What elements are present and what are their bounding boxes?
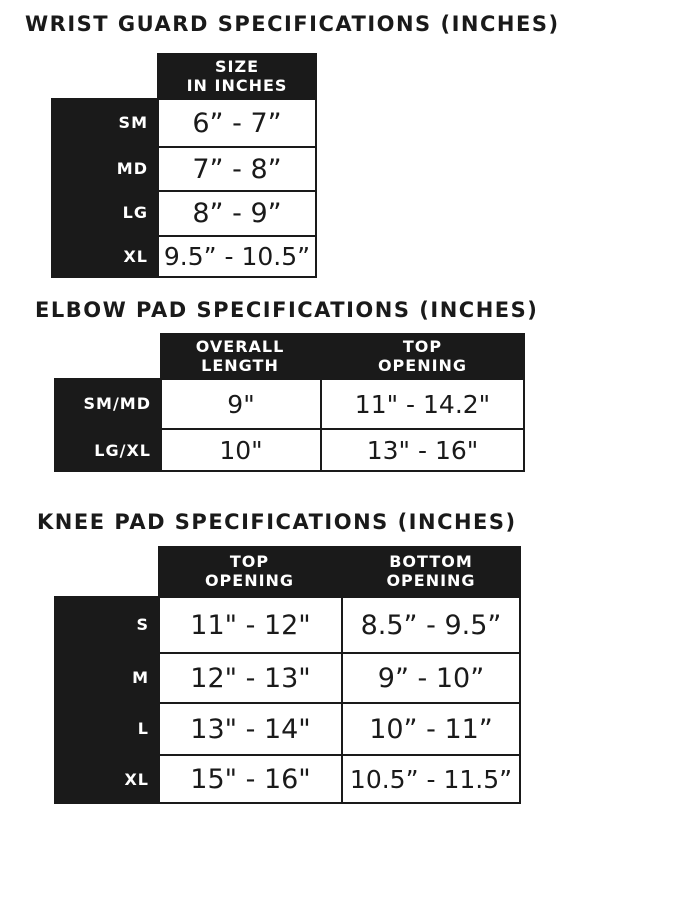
knee-cell-s-bottom: 8.5” - 9.5”: [341, 596, 521, 654]
knee-cell-m-top: 12" - 13": [158, 652, 343, 704]
knee-top-header-line2: OPENING: [204, 571, 295, 590]
knee-bottom-header-line1: BOTTOM: [389, 552, 473, 571]
wrist-row-label-lg: LG: [122, 203, 148, 222]
knee-bottom-header-line2: OPENING: [386, 571, 476, 590]
knee-bottom-header: [341, 546, 521, 596]
elbow-opening-header-line1: TOP: [402, 336, 443, 356]
elbow-length-header: [160, 333, 320, 378]
elbow-cell-smmd-opening: 11" - 14.2": [320, 378, 525, 430]
knee-row-label-l: L: [137, 718, 149, 738]
wrist-row-label-xl: XL: [123, 247, 148, 266]
elbow-length-header-line1: OVERALL: [195, 336, 285, 356]
wrist-cell-md: 7” - 8”: [157, 146, 317, 192]
knee-top-header: [158, 546, 341, 596]
elbow-row-label-lgxl: LG/XL: [94, 440, 151, 460]
elbow-cell-smmd-length: 9": [160, 378, 322, 430]
elbow-pad-title: ELBOW PAD SPECIFICATIONS (INCHES): [35, 298, 539, 322]
knee-row-label-s: S: [136, 614, 149, 634]
elbow-opening-header-line2: OPENING: [377, 355, 468, 375]
wrist-size-header: [157, 53, 317, 98]
knee-cell-m-bottom: 9” - 10”: [341, 652, 521, 704]
elbow-length-header-line2: LENGTH: [201, 355, 279, 375]
knee-cell-xl-bottom: 10.5” - 11.5”: [341, 754, 521, 804]
elbow-row-label-smmd: SM/MD: [83, 393, 151, 413]
wrist-cell-lg: 8” - 9”: [157, 190, 317, 237]
wrist-cell-sm: 6” - 7”: [157, 98, 317, 148]
knee-cell-l-top: 13" - 14": [158, 702, 343, 756]
wrist-size-header-line2: IN INCHES: [186, 75, 288, 95]
knee-row-label-m: M: [132, 667, 149, 687]
wrist-size-header-line1: SIZE: [214, 56, 259, 76]
knee-pad-title: KNEE PAD SPECIFICATIONS (INCHES): [37, 510, 517, 534]
knee-top-header-line1: TOP: [229, 552, 270, 571]
knee-row-label-xl: XL: [124, 769, 149, 789]
elbow-cell-lgxl-opening: 13" - 16": [320, 428, 525, 472]
knee-cell-l-bottom: 10” - 11”: [341, 702, 521, 756]
wrist-cell-xl: 9.5” - 10.5”: [157, 235, 317, 278]
elbow-cell-lgxl-length: 10": [160, 428, 322, 472]
wrist-row-label-sm: SM: [118, 112, 148, 132]
knee-cell-s-top: 11" - 12": [158, 596, 343, 654]
elbow-opening-header: [320, 333, 525, 378]
wrist-row-label-md: MD: [116, 158, 148, 178]
wrist-guard-title: WRIST GUARD SPECIFICATIONS (INCHES): [25, 12, 560, 36]
knee-cell-xl-top: 15" - 16": [158, 754, 343, 804]
